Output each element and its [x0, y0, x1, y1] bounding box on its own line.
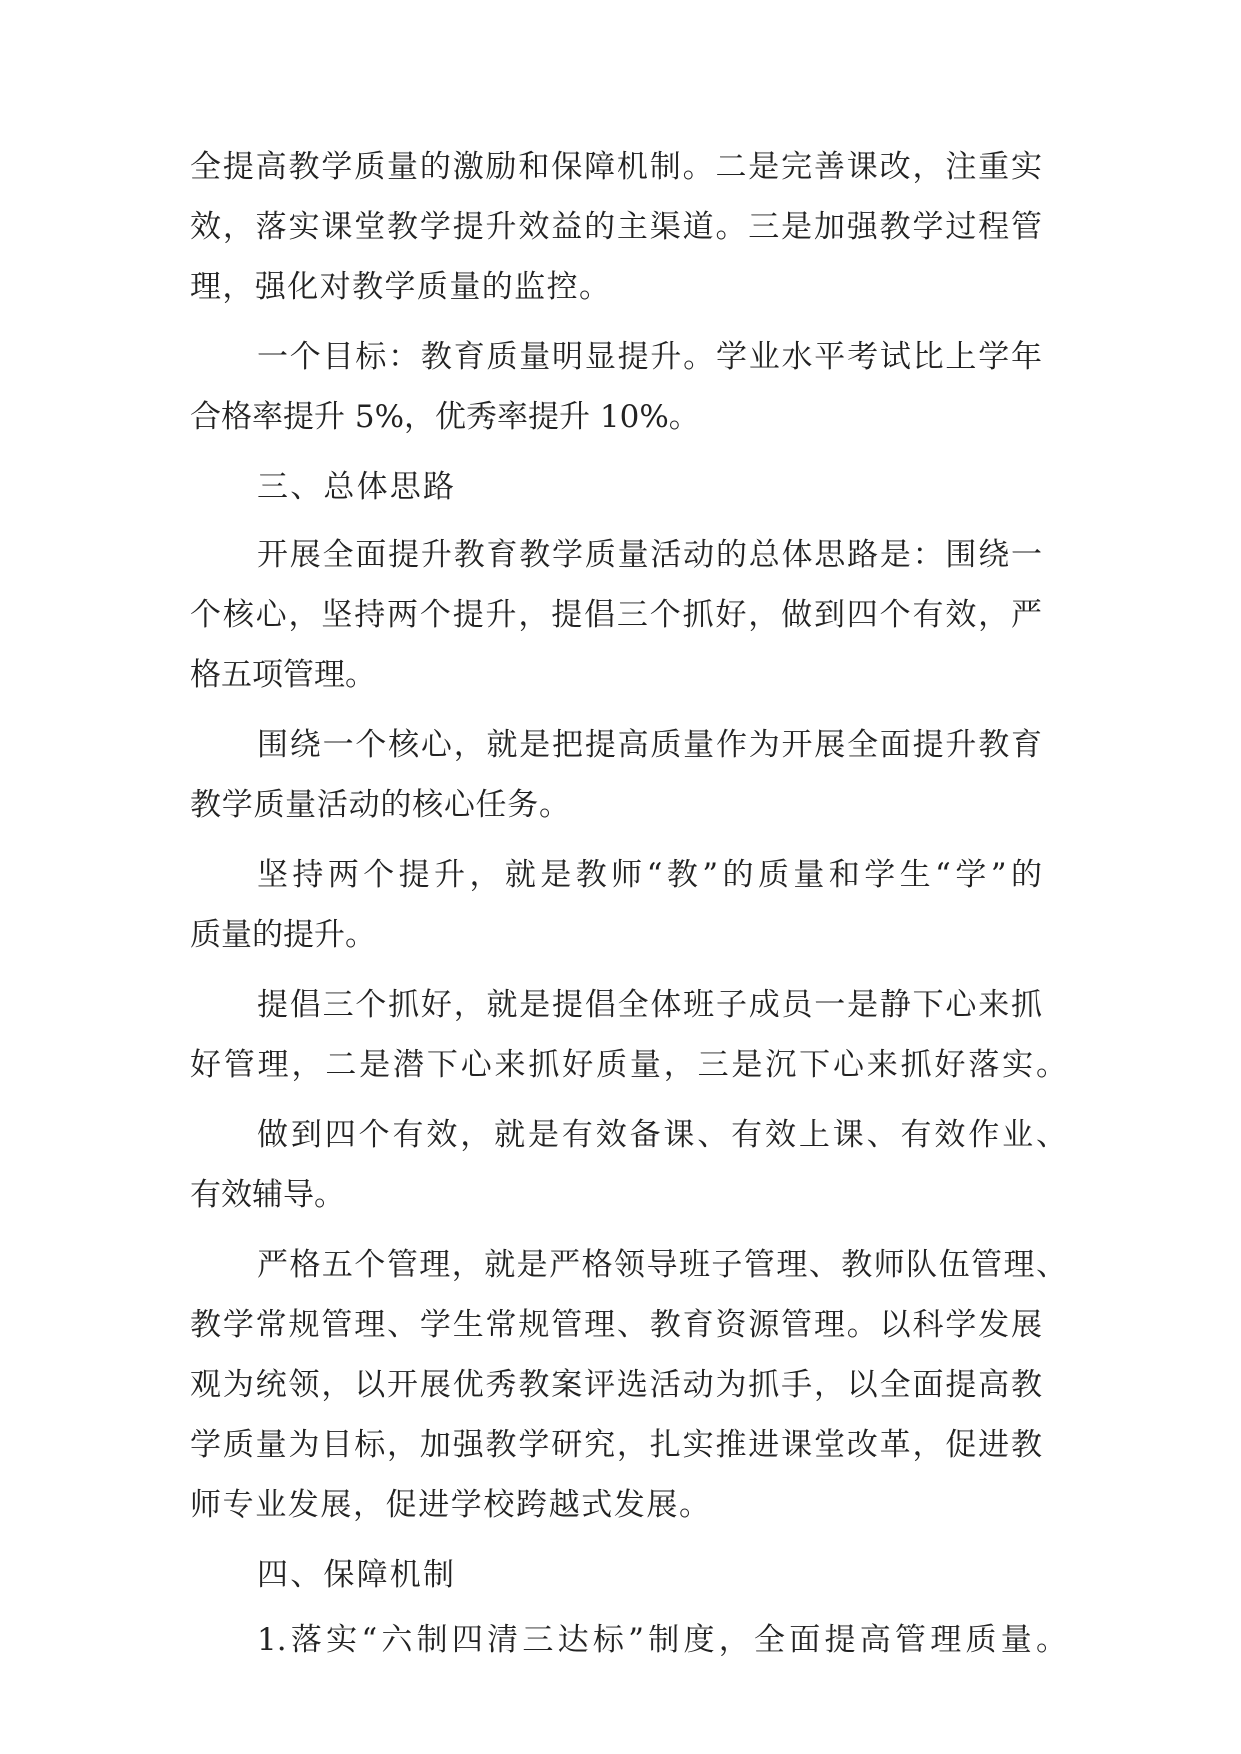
text-line [0, 1105, 1241, 1165]
text-line [0, 1295, 1241, 1355]
text-line [0, 715, 1241, 775]
text-line-content: 坚持两个提升，就是教师“教”的质量和学生“学”的 [257, 857, 1042, 893]
section-heading-text: 四、保障机制 [257, 1557, 454, 1593]
text-line-content: 有效辅导。 [190, 1177, 345, 1213]
text-line [0, 1355, 1241, 1415]
text-line [0, 137, 1241, 197]
text-line-content: 全提高教学质量的激励和保障机制。二是完善课改，注重实 [190, 149, 1042, 185]
text-line-content: 学质量为目标，加强教学研究，扎实推进课堂改革，促进教 [190, 1427, 1042, 1463]
text-line [0, 845, 1241, 905]
text-line [0, 645, 1241, 705]
text-line [0, 197, 1241, 257]
section-heading [0, 1545, 1241, 1605]
text-line [0, 905, 1241, 965]
text-line-content: 做到四个有效，就是有效备课、有效上课、有效作业、 [257, 1117, 1067, 1153]
text-line-content: 教学常规管理、学生常规管理、教育资源管理。以科学发展 [190, 1307, 1042, 1343]
section-heading-text: 三、总体思路 [257, 469, 454, 505]
text-line [0, 1235, 1241, 1295]
text-line-content: 教学质量活动的核心任务。 [190, 787, 570, 823]
text-line-content: 观为统领，以开展优秀教案评选活动为抓手，以全面提高教 [190, 1367, 1042, 1403]
text-line-content: 质量的提升。 [190, 917, 376, 953]
text-line-content: 严格五个管理，就是严格领导班子管理、教师队伍管理、 [257, 1247, 1067, 1283]
text-line [0, 775, 1241, 835]
text-line [0, 1165, 1241, 1225]
text-line-content: 围绕一个核心，就是把提高质量作为开展全面提升教育 [257, 727, 1042, 763]
text-line [0, 257, 1241, 317]
text-line [0, 1035, 1241, 1095]
text-line-content: 个核心，坚持两个提升，提倡三个抓好，做到四个有效，严 [190, 597, 1042, 633]
text-line [0, 585, 1241, 645]
text-line-content: 理，强化对教学质量的监控。 [190, 269, 610, 305]
text-line-content: 效，落实课堂教学提升效益的主渠道。三是加强教学过程管 [190, 209, 1042, 245]
text-line-content: 1.落实“六制四清三达标”制度，全面提高管理质量。 [257, 1622, 1067, 1658]
text-line [0, 1415, 1241, 1475]
text-line-content: 格五项管理。 [190, 657, 376, 693]
text-line [0, 327, 1241, 387]
text-line [0, 1610, 1241, 1670]
text-line-content: 一个目标：教育质量明显提升。学业水平考试比上学年 [257, 339, 1042, 375]
text-line-content: 合格率提升 5%，优秀率提升 10%。 [190, 399, 700, 435]
text-line [0, 975, 1241, 1035]
text-line-content: 开展全面提升教育教学质量活动的总体思路是：围绕一 [257, 537, 1042, 573]
text-line-content: 师专业发展，促进学校跨越式发展。 [190, 1487, 710, 1523]
text-line-content: 提倡三个抓好，就是提倡全体班子成员一是静下心来抓 [257, 987, 1042, 1023]
section-heading [0, 457, 1241, 517]
text-line [0, 525, 1241, 585]
text-line [0, 387, 1241, 447]
text-line-content: 好管理，二是潜下心来抓好质量，三是沉下心来抓好落实。 [190, 1047, 1067, 1083]
text-line [0, 1475, 1241, 1535]
